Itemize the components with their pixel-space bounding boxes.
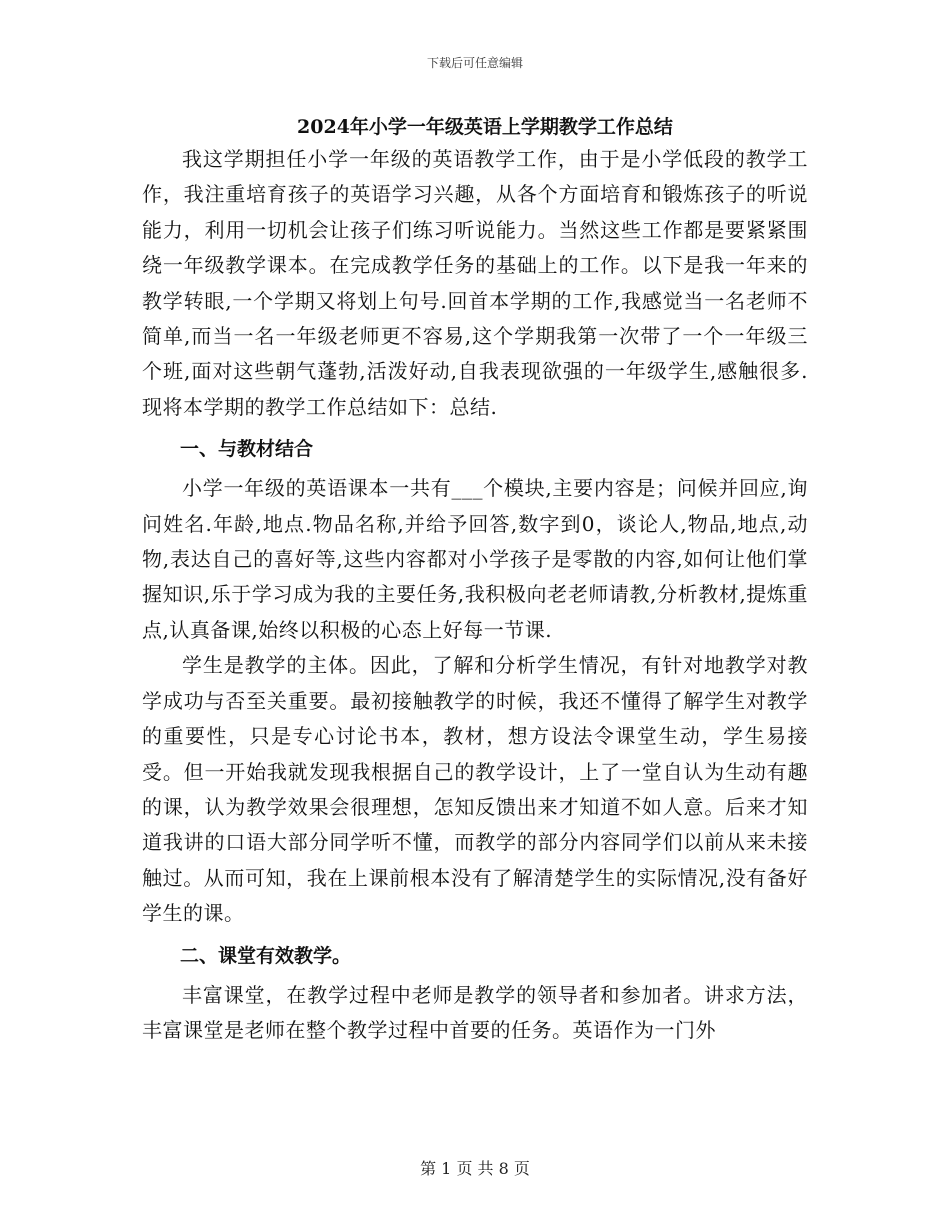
page-number-footer: 第 1 页 共 8 页 xyxy=(420,1159,530,1178)
section-1-paragraph-1: 小学一年级的英语课本一共有___个模块,主要内容是；问候并回应,询问姓名.年龄,地点.物品名称,并给予回答,数字到0，谈论人,物品,地点,动物,表达自己的喜好等,这些内容都对小学孩子是零散的内容,如何让他们掌握知识,乐于学习成为我的主要任务,我积极向老老师请教,分析教材,提炼重点,认真备课,始终以积极的心态上好每一节课. xyxy=(142,476,808,642)
section-1-paragraph-2: 学生是教学的主体。因此，了解和分析学生情况，有针对地教学对教学成功与否至关重要。最初接触教学的时候，我还不懂得了解学生对教学的重要性，只是专心讨论书本，教材，想方设法令课堂生动，学生易接受。但一开始我就发现我根据自己的教学设计，上了一堂自认为生动有趣的课，认为教学效果会很理想，怎知反馈出来才知道不如人意。后来才知道我讲的口语大部分同学听不懂，而教学的部分内容同学们以前从来未接触过。从而可知，我在上课前根本没有了解清楚学生的实际情况,没有备好学生的课。 xyxy=(142,653,808,926)
section-2-paragraph-1: 丰富课堂，在教学过程中老师是教学的领导者和参加者。讲求方法，丰富课堂是老师在整个教学过程中首要的任务。英语作为一门外 xyxy=(142,982,808,1042)
section-1-heading: 一、与教材结合 xyxy=(180,438,314,461)
intro-paragraph: 我这学期担任小学一年级的英语教学工作，由于是小学低段的教学工作，我注重培育孩子的英语学习兴趣，从各个方面培育和锻炼孩子的听说能力，利用一切机会让孩子们练习听说能力。当然这些工作都是要紧紧围绕一年级教学课本。在完成教学任务的基础上的工作。以下是我一年来的教学转眼,一个学期又将划上句号.回首本学期的工作,我感觉当一名老师不简单,而当一名一年级老师更不容易,这个学期我第一次带了一个一年级三个班,面对这些朝气蓬勃,活泼好动,自我表现欲强的一年级学生,感触很多.现将本学期的教学工作总结如下：总结. xyxy=(142,147,808,419)
document-body xyxy=(142,112,808,1048)
document-title: 2024年小学一年级英语上学期教学工作总结 xyxy=(297,116,673,138)
section-2-heading: 二、课堂有效教学。 xyxy=(180,944,352,967)
page-header-note: 下载后可任意编辑 xyxy=(426,56,523,70)
